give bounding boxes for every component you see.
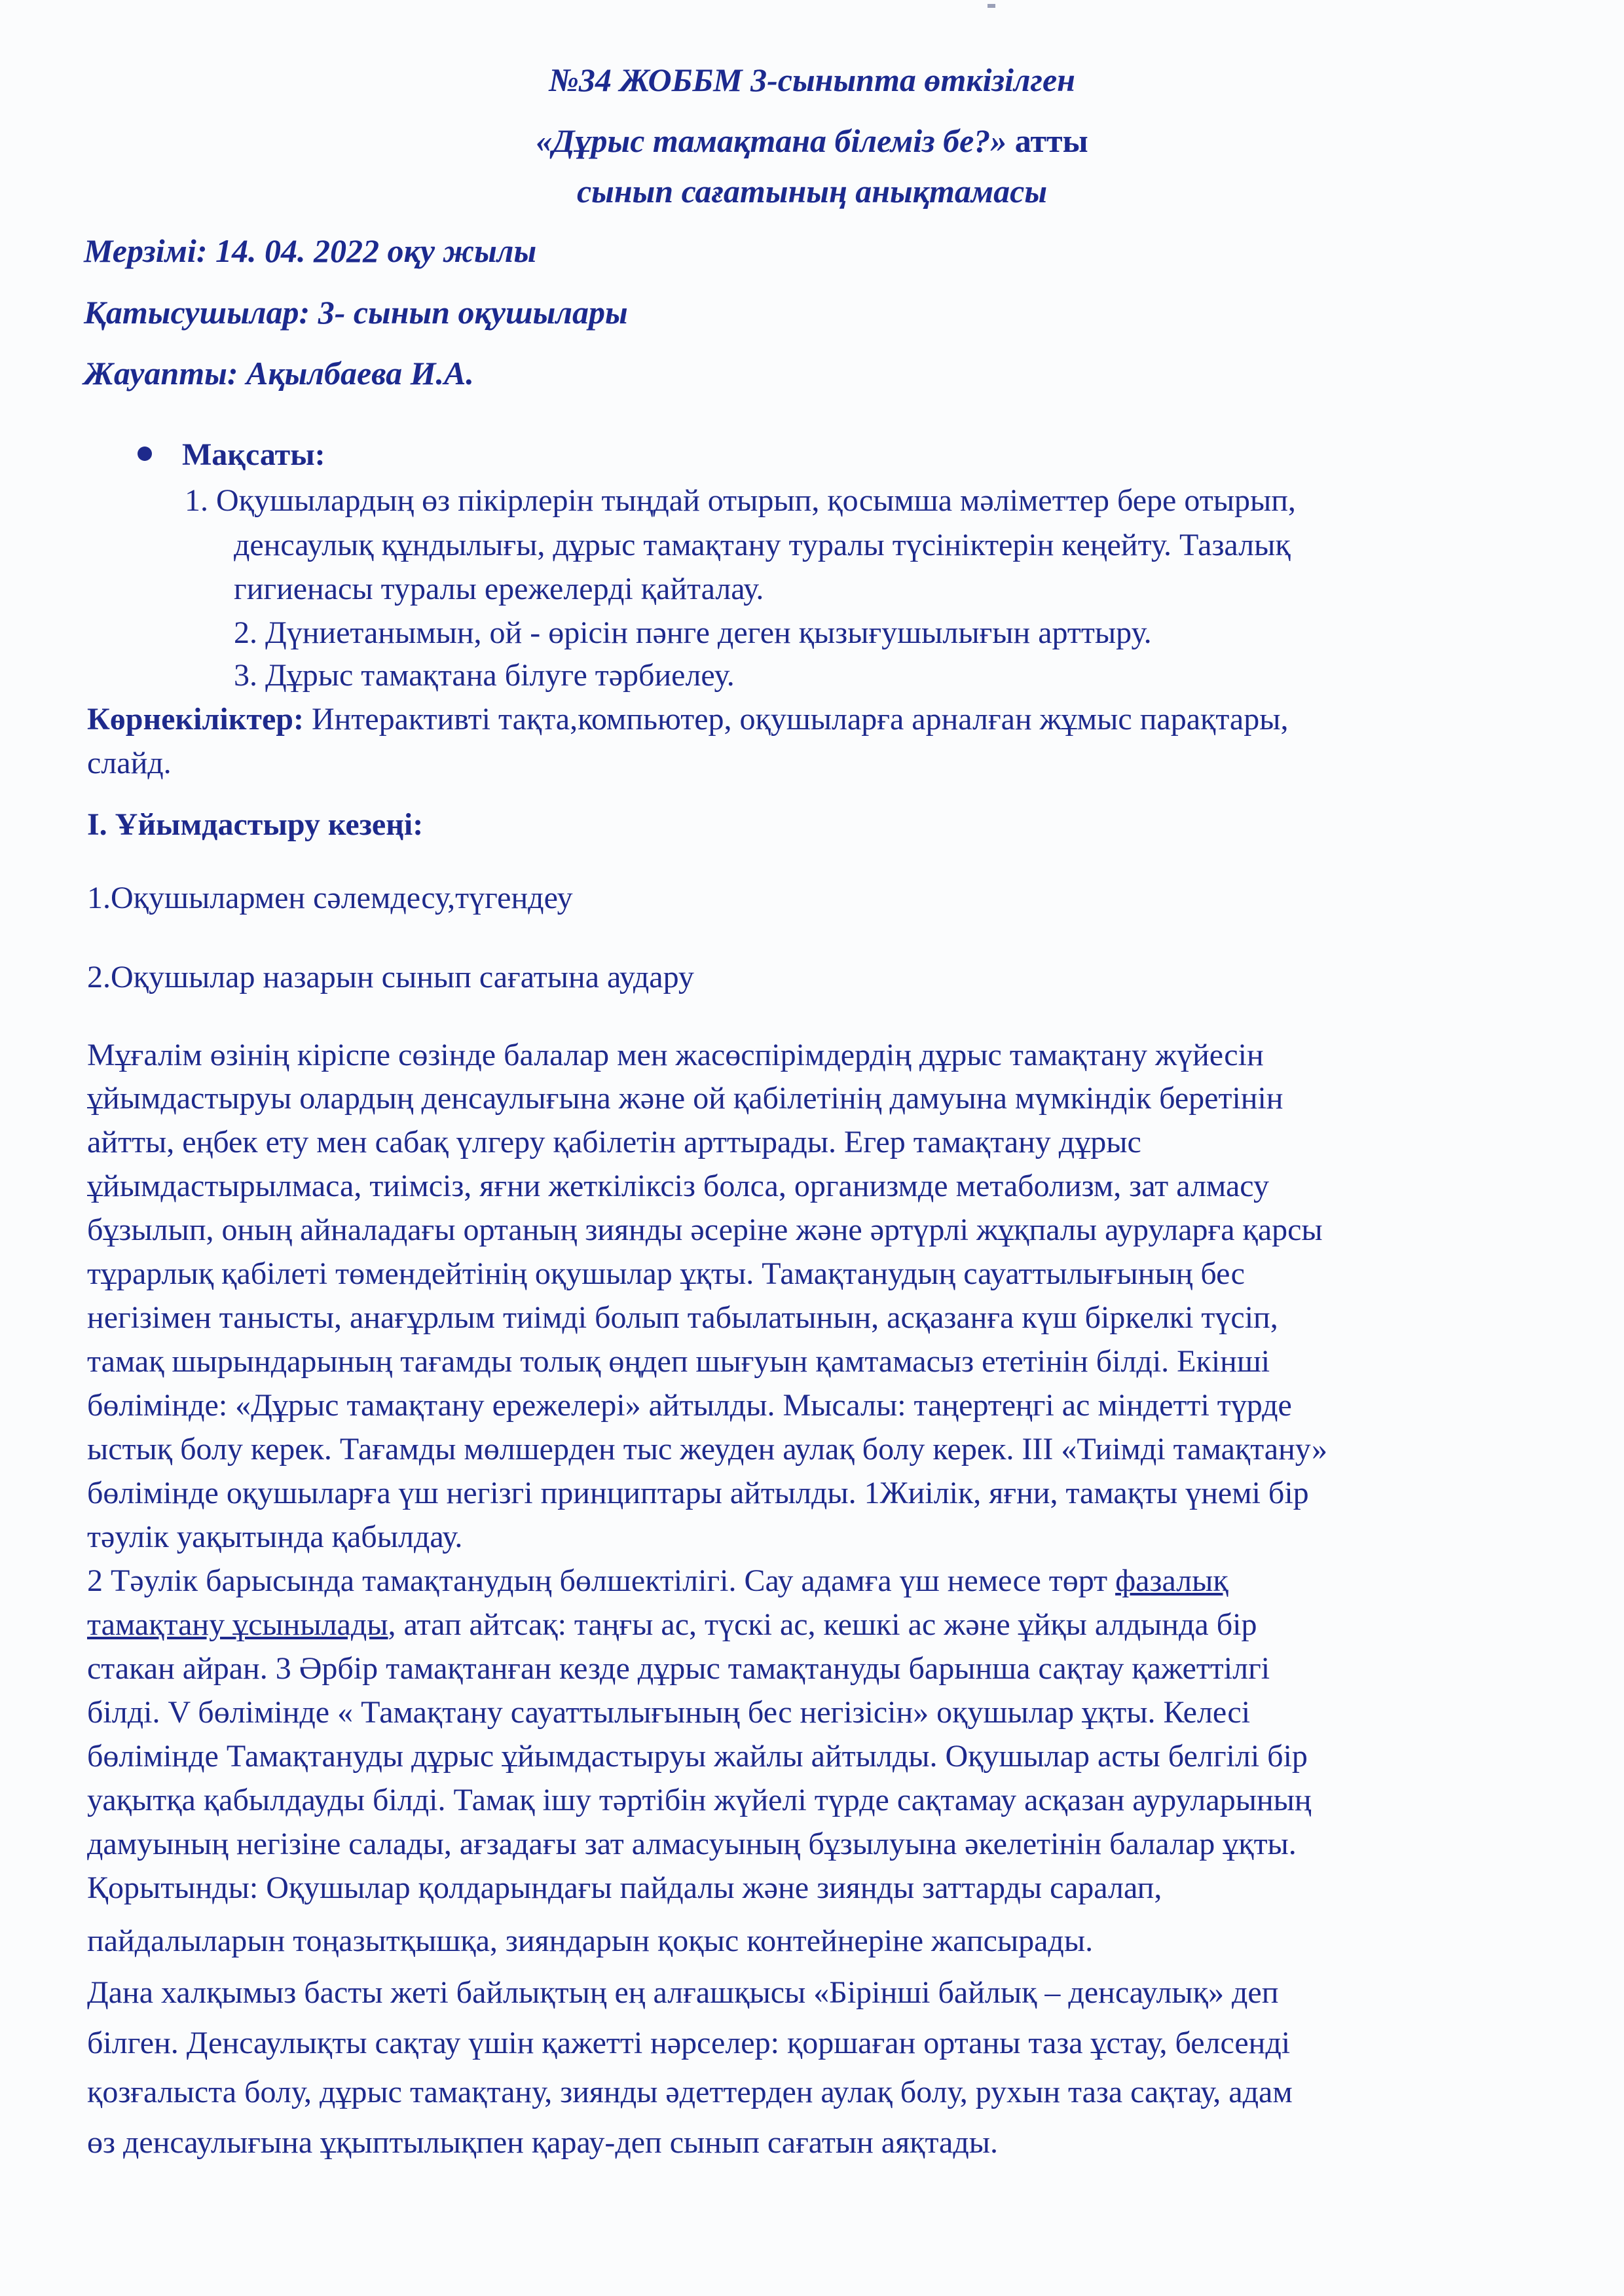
goal-item-2: 2. Дүниетанымын, ой - өрісін пәнге деген қызығушылығын арттыру. [234,615,1152,650]
body-line: негізімен танысты, анағұрлым тиімді болып табылатынын, асқазанға күш біркелкі түсіп, [87,1300,1278,1335]
goal-item-1-line2: денсаулық құндылығы, дұрыс тамақтану туралы түсініктерін кеңейту. Тазалық [234,528,1291,562]
para2-line1 [87,1561,1228,1601]
scan-mark [987,4,995,8]
conclusion-line: Қорытынды: Оқушылар қолдарындағы пайдалы және зиянды заттарды саралап, [87,1870,1162,1905]
document-title-line1: №34 ЖОББМ 3-сыныпта өткізілген [549,62,1075,98]
meta-participants: Қатысушылар: 3- сынып оқушылары [84,294,628,331]
underlined-term: фазалық [1115,1563,1228,1598]
visual-aids-line1 [87,700,1288,739]
document-title-line3: сынып сағатының анықтамасы [576,173,1048,210]
visual-aids-line2: слайд. [87,746,172,780]
goal-item-3: 3. Дұрыс тамақтана білуге тәрбиелеу. [234,658,735,693]
para2-line: білді. V бөлімінде « Тамақтану сауаттылығының бес негізісін» оқушылар ұқты. Келесі [87,1695,1251,1730]
body-line: тәулік уақытында қабылдау. [87,1520,463,1554]
goals-heading: Мақсаты: [182,437,325,472]
stage-step-2: 2.Оқушылар назарын сынып сағатына аудару [87,960,694,994]
para2-line: бөлімінде Тамақтануды дұрыс ұйымдастыруы жайлы айтылды. Оқушылар асты белгілі бір [87,1739,1308,1774]
goal-item-1-line3: гигиенасы туралы ережелерді қайталау. [234,572,764,606]
closing-line: білген. Денсаулықты сақтау үшін қажетті нәрселер: қоршаған ортаны таза ұстау, белсенді [87,2026,1291,2060]
visual-aids-label: Көрнекіліктер: [87,702,304,737]
stage-heading: I. Ұйымдастыру кезеңі: [87,807,424,842]
bullet-icon [138,446,152,461]
closing-line: Дана халқымыз басты жеті байлықтың ең алғашқысы «Бірінші байлық – денсаулық» деп [87,1975,1279,2010]
para2-line: уақытқа қабылдауды білді. Тамақ ішу тәртібін жүйелі түрде сақтамау асқазан ауруларының [87,1783,1312,1817]
body-line: тұрарлық қабілеті төмендейтінің оқушылар ұқты. Тамақтанудың сауаттылығының бес [87,1256,1245,1291]
goal-item-1-line1: 1. Оқушылардың өз пікірлерін тыңдай отырып, қосымша мәліметтер бере отырып, [185,483,1296,518]
closing-line: қозғалыста болу, дұрыс тамақтану, зиянды әдеттерден аулақ болу, рухын таза сақтау, адам [87,2075,1293,2109]
body-line: бұзылып, оның айналадағы ортаның зиянды әсеріне және әртүрлі жұқпалы ауруларға қарсы [87,1212,1323,1247]
conclusion-line: пайдалыларын тоңазытқышқа, зияндарын қоқыс контейнеріне жапсырады. [87,1923,1094,1958]
title-suffix: атты [1006,122,1088,159]
body-line: Мұғалім өзінің кіріспе сөзінде балалар мен жасөспірімдердің дұрыс тамақтану жүйесін [87,1038,1264,1072]
visual-aids-text: Интерактивті тақта,компьютер, оқушыларға арналған жұмыс парақтары, [303,702,1289,737]
closing-line: өз денсаулығына ұқыптылықпен қарау-деп сынып сағатын аяқтады. [87,2125,999,2160]
event-name: «Дұрыс тамақтана білеміз бе?» [536,122,1007,159]
para2-line: дамуының негізіне салады, ағзадағы зат алмасуының бұзылуына әкелетінін балалар ұқты. [87,1827,1297,1861]
body-line: ұйымдастырылмаса, тиімсіз, яғни жеткіліксіз болса, организмде метаболизм, зат алмасу [87,1169,1269,1203]
body-line: тамақ шырындарының тағамды толық өңдеп шығуын қамтамасыз ететінін білді. Екінші [87,1344,1270,1379]
para2-line: стакан айран. 3 Әрбір тамақтанған кезде дұрыс тамақтануды барынша сақтау қажеттілгі [87,1651,1270,1686]
body-line: бөлімінде оқушыларға үш негізгі принциптары айтылды. 1Жиілік, яғни, тамақты үнемі бір [87,1476,1309,1510]
body-line: бөлімінде: «Дұрыс тамақтану ережелері» айтылды. Мысалы: таңертеңгі ас міндетті түрде [87,1388,1292,1423]
document-title-line2 [0,121,1624,160]
body-line: ыстық болу керек. Тағамды мөлшерден тыс жеуден аулақ болу керек. III «Тиімді тамақтану» [87,1432,1327,1467]
meta-responsible: Жауапты: Ақылбаева И.А. [84,355,474,392]
body-line: айтты, еңбек ету мен сабақ үлгеру қабілетін арттырады. Егер тамақтану дұрыс [87,1125,1141,1159]
para2-line2 [87,1605,1257,1645]
meta-date: Мерзімі: 14. 04. 2022 оқу жылы [84,232,537,269]
body-line: ұйымдастыруы олардың денсаулығына және ой қабілетінің дамуына мүмкіндік беретінін [87,1081,1283,1116]
para2-text: , атап айтсақ: таңғы ас, түскі ас, кешкі ас және ұйқы алдында бір [388,1607,1257,1642]
stage-step-1: 1.Оқушылармен сәлемдесу,түгендеу [87,881,573,915]
para2-text: 2 Тәулік барысында тамақтанудың бөлшектілігі. Сау адамға үш немесе төрт [87,1563,1116,1598]
underlined-term: тамақтану ұсынылады [87,1607,388,1642]
